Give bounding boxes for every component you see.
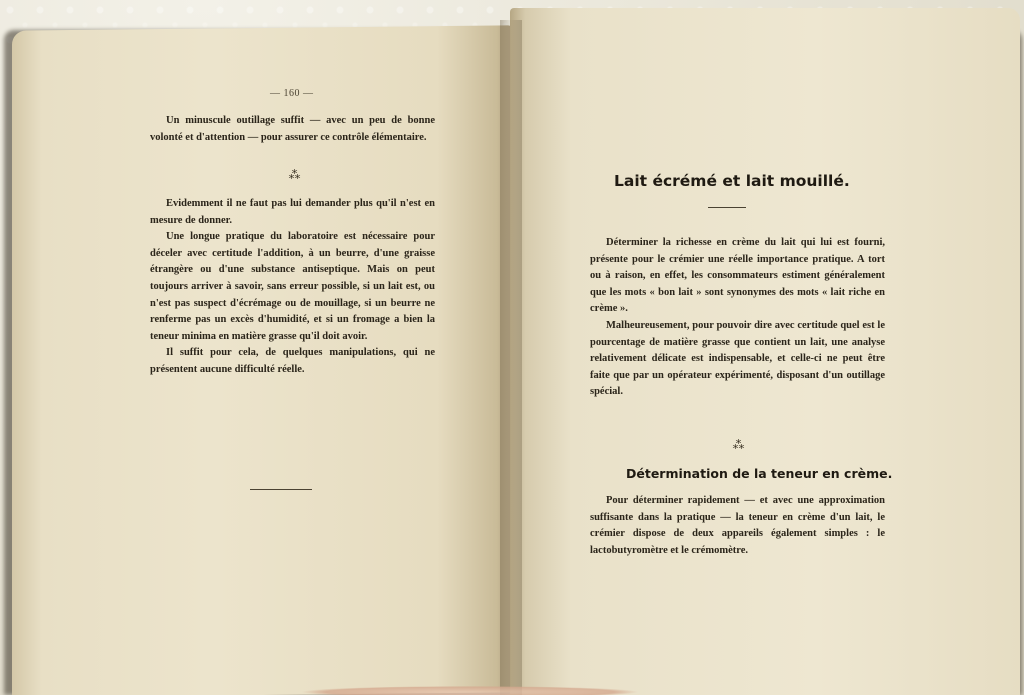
right-final-paragraph: Pour déterminer rapidement — et avec une approximation suffisante dans la pratique — la teneur en crème d'un lait, le crémier dispose de deux appareils également simples : le lactobutyromètre et le crémomètre. <box>590 495 885 556</box>
right-paragraph-2: Malheureusement, pour pouvoir dire avec certitude quel est le pourcentage de matière grasse que contient un lait, une analyse relativement délicate est indispensable, et celle-ci ne peut être faite que par un opérateur expérimenté, disposant d'un outillage spécial. <box>590 319 885 398</box>
left-end-rule <box>250 489 312 490</box>
left-intro-paragraph <box>150 113 435 146</box>
holding-fingers <box>300 686 640 695</box>
title-rule <box>708 207 746 208</box>
chapter-title: Lait écrémé et lait mouillé. <box>614 172 850 190</box>
book-gutter <box>500 20 522 695</box>
right-body <box>590 235 885 401</box>
left-asterism: ⁂ <box>288 168 302 182</box>
left-paragraph-3: Il suffit pour cela, de quelques manipulations, qui ne présentent aucune difficulté réelle. <box>150 347 435 375</box>
right-asterism: ⁂ <box>732 438 746 452</box>
right-final-block <box>590 493 885 559</box>
left-paragraph-1: Evidemment il ne faut pas lui demander plus qu'il n'est en mesure de donner. <box>150 198 435 226</box>
left-body <box>150 196 435 379</box>
right-paragraph-1: Déterminer la richesse en crème du lait qui lui est fourni, présente pour le crémier une réelle importance pratique. A tort ou à raison, en effet, les consommateurs estiment généralement que les mots « bon lait » sont synonymes des mots « lait riche en crème ». <box>590 237 885 315</box>
section-subtitle: Détermination de la teneur en crème. <box>626 466 893 481</box>
left-paragraph-2: Une longue pratique du laboratoire est nécessaire pour déceler avec certitude l'addition, à un beurre, d'une graisse étrangère ou d'une substance antiseptique. Mais on peut toujours arriver à savoir, sans erreur possible, si un lait est, ou n'est pas suspect d'écrémage ou de mouillage, si un beurre ne renferme pas un excès d'humidité, et si un fromage a bien la teneur minima en matière grasse qu'il doit avoir. <box>150 231 435 342</box>
page-number: — 160 — <box>270 88 314 99</box>
left-intro-text: Un minuscule outillage suffit — avec un peu de bonne volonté et d'attention — pour assurer ce contrôle élémentaire. <box>150 115 435 143</box>
